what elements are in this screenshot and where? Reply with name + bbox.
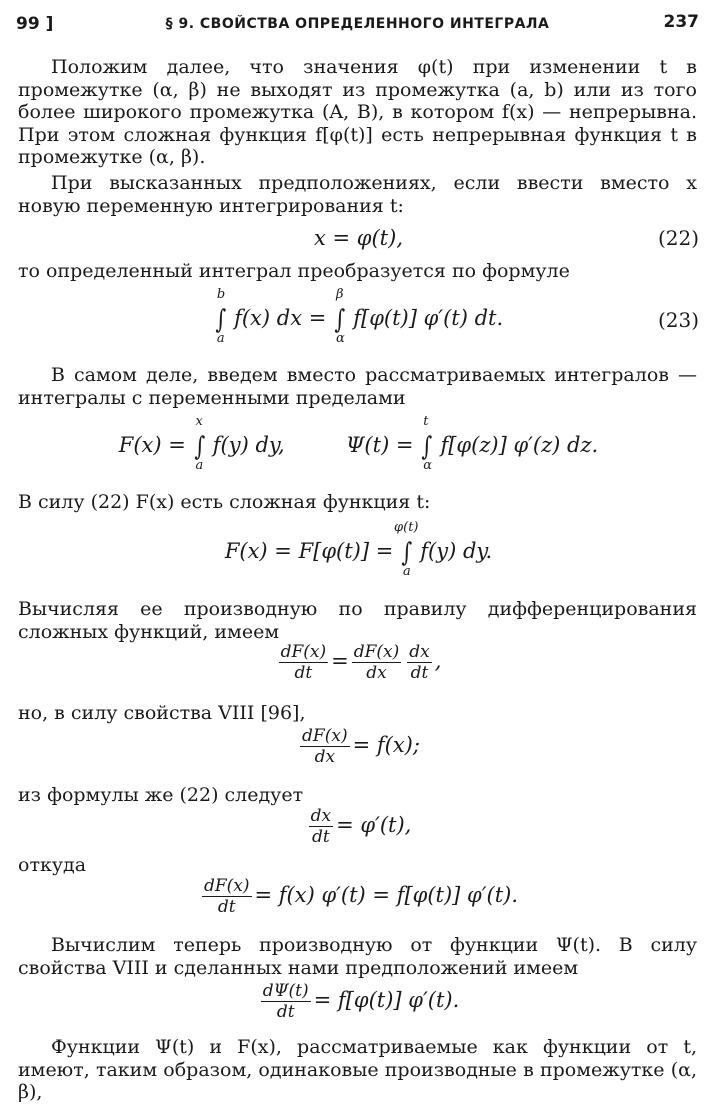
paragraph-4: В самом деле, введем вместо рассматриваемых интегралов — интегралы с переменными пределами — [18, 364, 697, 409]
lower-limit: α — [336, 331, 345, 346]
upper-limit: x — [195, 414, 203, 429]
fraction: $\frac{dF(x)}{dt}$ — [203, 876, 250, 917]
equation-Fcomp-right: f(y) dy. — [420, 539, 493, 563]
section-ref: 99 ] — [16, 14, 54, 34]
fraction: $\frac{d\Psi(t)}{dt}$ — [262, 981, 309, 1022]
equation-F-Psi — [0, 414, 717, 473]
upper-limit: t — [423, 414, 429, 429]
fraction: $\frac{dF(x)}{dt}$ — [280, 642, 327, 683]
equation-number-22: (22) — [657, 226, 699, 250]
equation-22-body: x = φ(t), — [314, 226, 403, 250]
paragraph-9: откуда — [18, 854, 87, 876]
equation-Fcomp-left: F(x) = F[φ(t)] = — [224, 539, 394, 563]
lower-limit: α — [423, 458, 432, 473]
integral-sign: ∫ — [215, 305, 227, 335]
paragraph-1: Положим далее, что значения φ(t) при изменении t в промежутке (α, β) не выходят из промежутка (a, b) или из того более широкого промежутка (A, B), в котором f(x) — непрерывна. При этом сложная функция f[φ(t)] есть непрерывная функция t в промежутке (α, β). — [18, 56, 697, 168]
upper-limit: b — [216, 287, 226, 302]
integral-sign: ∫ — [421, 432, 433, 462]
upper-limit: φ(t) — [394, 520, 419, 535]
fraction: $\frac{dF(x)}{dx}$ — [353, 642, 400, 683]
paragraph-8: из формулы же (22) следует — [18, 784, 304, 806]
paragraph-7: но, в силу свойства VIII [96], — [18, 702, 306, 724]
equation-number-23: (23) — [657, 308, 699, 332]
paragraph-3: то определенный интеграл преобразуется по формуле — [18, 260, 570, 282]
paragraph-6: Вычисляя ее производную по правилу дифференцирования сложных функций, имеем — [18, 598, 697, 643]
paragraph-11: Функции Ψ(t) и F(x), рассматриваемые как функции от t, имеют, таким образом, одинаковые производные в промежутке (α, β), — [18, 1036, 697, 1103]
equation-23-left: f(x) dx = — [234, 306, 327, 330]
paragraph-2: При высказанных предположениях, если ввести вместо x новую переменную интегрирования t: — [18, 172, 697, 217]
derivative-F-x: $\frac{dF(x)}{dx}$ = f(x); — [302, 726, 420, 767]
paragraph-5: В силу (22) F(x) есть сложная функция t: — [18, 491, 431, 513]
equation-23-right: f[φ(t)] φ′(t) dt. — [353, 306, 504, 330]
fraction: $\frac{dx}{dt}$ — [310, 806, 332, 847]
lower-limit: a — [216, 331, 225, 346]
page-header — [16, 8, 699, 38]
derivative-chain-rule: $\frac{dF(x)}{dt}$ = $\frac{dF(x)}{dx}$ $\frac{dx}{dt}$ , — [280, 642, 442, 683]
integral-sign: ∫ — [193, 432, 205, 462]
equation-23 — [0, 287, 717, 346]
equation-22 — [0, 226, 717, 250]
derivative-F-t: $\frac{dF(x)}{dt}$ = f(x) φ′(t) = f[φ(t)] φ′(t). — [203, 876, 519, 917]
equation-Psi-left: Ψ(t) = — [346, 433, 414, 457]
running-title: § 9. СВОЙСТВА ОПРЕДЕЛЕННОГО ИНТЕГРАЛА — [165, 16, 550, 32]
equation-Psi-right: f[φ(z)] φ′(z) dz. — [440, 433, 599, 457]
paragraph-10: Вычислим теперь производную от функции Ψ(t). В силу свойства VIII и сделанных нами предположений имеем — [18, 934, 697, 979]
page-number: 237 — [663, 12, 699, 32]
lower-limit: a — [403, 564, 411, 579]
lower-limit: a — [195, 458, 204, 473]
equation-F-composite — [0, 520, 717, 579]
upper-limit: β — [336, 287, 344, 302]
derivative-Psi-t: $\frac{d\Psi(t)}{dt}$ = f[φ(t)] φ′(t). — [262, 981, 460, 1022]
equation-F-right: f(y) dy, — [212, 433, 285, 457]
derivative-x-t: $\frac{dx}{dt}$ = φ′(t), — [310, 806, 412, 847]
integral-sign: ∫ — [401, 538, 413, 568]
integral-sign: ∫ — [334, 305, 346, 335]
fraction: $\frac{dF(x)}{dx}$ — [302, 726, 348, 767]
fraction: $\frac{dx}{dt}$ — [409, 642, 430, 683]
equation-F-left: F(x) = — [118, 433, 186, 457]
